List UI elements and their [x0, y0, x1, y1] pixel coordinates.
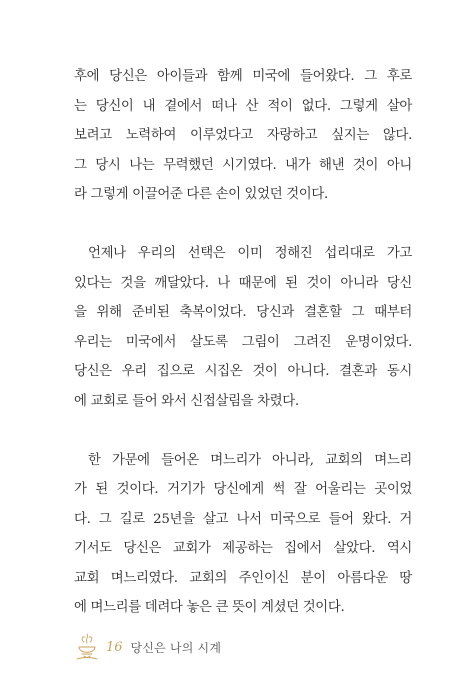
flower-cup-icon — [74, 633, 100, 661]
text-line: 에 며느리를 데려다 놓은 큰 뜻이 계셨던 것이다. — [74, 600, 345, 615]
text-line-indented: 언제나 우리의 선택은 이미 정해진 섭리대로 가고 — [88, 246, 412, 261]
text-line-indented: 한 가문에 들어온 며느리가 아니라, 교회의 며느리 — [88, 452, 412, 468]
text-line: 그 당시 나는 무력했던 시기였다. 내가 해낸 것이 아니 — [74, 157, 412, 173]
paragraph-1 — [74, 62, 412, 210]
text-line: 당신은 우리 집으로 시집온 것이 아니다. 결혼과 동시 — [74, 364, 412, 379]
text-line: 다. 그 길로 25년을 살고 나서 미국으로 들어 왔다. 거 — [74, 511, 412, 527]
text-line: 에 교회로 들어 와서 신접살림을 차렸다. — [74, 393, 299, 409]
text-line: 을 위해 준비된 축복이었다. 당신과 결혼할 그 때부터 — [74, 305, 412, 320]
text-line: 우리는 미국에서 살도록 그림이 그려진 운명이었다. — [74, 334, 412, 350]
page-body — [74, 62, 412, 623]
book-title: 당신은 나의 시계 — [130, 640, 222, 655]
text-line: 교회 며느리였다. 교회의 주인이신 분이 아름다운 땅 — [74, 570, 412, 586]
text-line: 가 된 것이다. 거기가 당신에게 썩 잘 어울리는 곳이었 — [74, 482, 412, 497]
text-line: 있다는 것을 깨달았다. 나 때문에 된 것이 아니라 당신 — [74, 275, 412, 291]
paragraph-2 — [74, 239, 412, 416]
page-footer — [74, 632, 221, 662]
page-number: 16 — [106, 639, 123, 655]
paragraph-gap — [74, 210, 412, 240]
text-line: 기서도 당신은 교회가 제공하는 집에서 살았다. 역시 — [74, 541, 412, 556]
text-line: 는 당신이 내 곁에서 떠나 산 적이 없다. 그렇게 살아 — [74, 98, 412, 114]
text-line: 라 그렇게 이끌어준 다른 손이 있었던 것이다. — [74, 187, 328, 202]
paragraph-3 — [74, 446, 412, 623]
paragraph-gap — [74, 416, 412, 446]
text-line: 보려고 노력하여 이루었다고 자랑하고 싶지는 않다. — [74, 128, 412, 143]
text-line: 후에 당신은 아이들과 함께 미국에 들어왔다. 그 후로 — [74, 69, 412, 84]
